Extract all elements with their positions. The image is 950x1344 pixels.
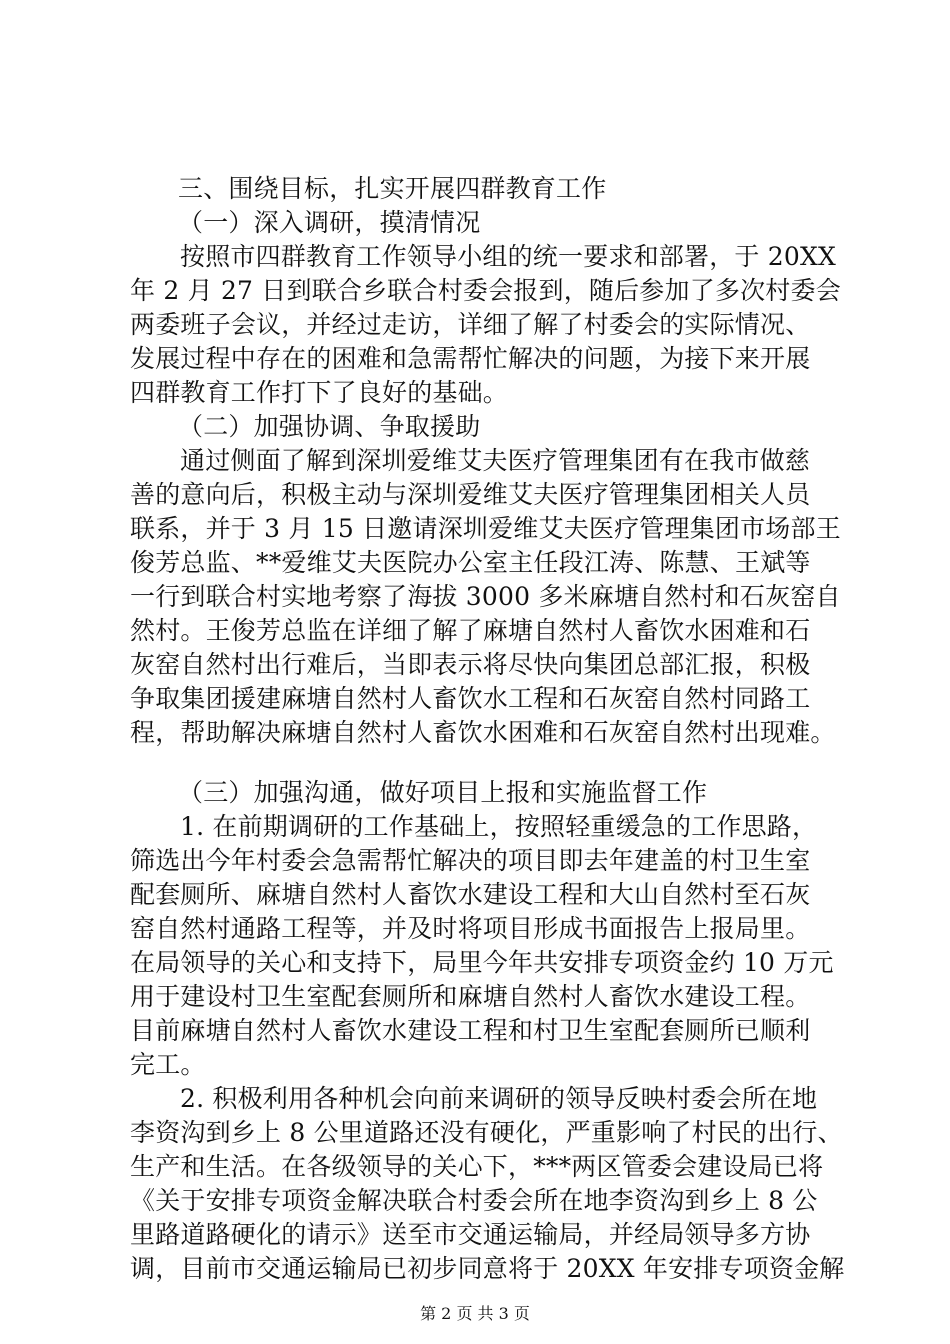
paragraph-line: 善的意向后，积极主动与深圳爱维艾夫医疗管理集团相关人员 [130, 480, 811, 509]
paragraph-line: 里路道路硬化的请示》送至市交通运输局，并经局领导多方协 [130, 1220, 811, 1249]
paragraph-line: 争取集团援建麻塘自然村人畜饮水工程和石灰窑自然村同路工 [130, 684, 811, 713]
paragraph-line: 按照市四群教育工作领导小组的统一要求和部署，于 20XX [180, 242, 836, 271]
paragraph-line: 《关于安排专项资金解决联合村委会所在地李资沟到乡上 8 公 [130, 1186, 818, 1215]
paragraph-line: 年 2 月 27 日到联合乡联合村委会报到，随后参加了多次村委会 [130, 276, 841, 305]
paragraph-line: 窑自然村通路工程等，并及时将项目形成书面报告上报局里。 [130, 914, 811, 943]
paragraph-line: 灰窑自然村出行难后，当即表示将尽快向集团总部汇报，积极 [130, 650, 811, 679]
paragraph-line: 调，目前市交通运输局已初步同意将于 20XX 年安排专项资金解 [130, 1254, 845, 1283]
paragraph-line: 用于建设村卫生室配套厕所和麻塘自然村人畜饮水建设工程。 [130, 982, 811, 1011]
paragraph-line: 在局领导的关心和支持下，局里今年共安排专项资金约 10 万元 [130, 948, 834, 977]
paragraph-line: 然村。王俊芳总监在详细了解了麻塘自然村人畜饮水困难和石 [130, 616, 811, 645]
subsection-heading-1: （一）深入调研，摸清情况 [178, 208, 481, 237]
paragraph-line: 配套厕所、麻塘自然村人畜饮水建设工程和大山自然村至石灰 [130, 880, 811, 909]
paragraph-line: 发展过程中存在的困难和急需帮忙解决的问题，为接下来开展 [130, 344, 811, 373]
paragraph-line: 俊芳总监、**爱维艾夫医院办公室主任段江涛、陈慧、王斌等 [130, 548, 811, 577]
section-heading-3: 三、围绕目标，扎实开展四群教育工作 [178, 174, 607, 203]
paragraph-line: 四群教育工作打下了良好的基础。 [130, 378, 509, 407]
paragraph-line: 程，帮助解决麻塘自然村人畜饮水困难和石灰窑自然村出现难。 [130, 718, 836, 747]
paragraph-line: 联系，并于 3 月 15 日邀请深圳爱维艾夫医疗管理集团市场部王 [130, 514, 841, 543]
page-footer: 第 2 页 共 3 页 [420, 1304, 530, 1323]
paragraph-line: 完工。 [130, 1050, 206, 1079]
paragraph-line: 目前麻塘自然村人畜饮水建设工程和村卫生室配套厕所已顺利 [130, 1016, 811, 1045]
paragraph-line: 2. 积极利用各种机会向前来调研的领导反映村委会所在地 [180, 1084, 818, 1113]
paragraph-line: 1. 在前期调研的工作基础上，按照轻重缓急的工作思路， [180, 812, 818, 841]
paragraph-line: 两委班子会议，并经过走访，详细了解了村委会的实际情况、 [130, 310, 811, 339]
subsection-heading-3: （三）加强沟通，做好项目上报和实施监督工作 [178, 778, 708, 807]
paragraph-line: 生产和生活。在各级领导的关心下，***两区管委会建设局已将 [130, 1152, 824, 1181]
paragraph-line: 通过侧面了解到深圳爱维艾夫医疗管理集团有在我市做慈 [180, 446, 811, 475]
paragraph-line: 一行到联合村实地考察了海拔 3000 多米麻塘自然村和石灰窑自 [130, 582, 841, 611]
paragraph-line: 李资沟到乡上 8 公里道路还没有硬化，严重影响了村民的出行、 [130, 1118, 843, 1147]
subsection-heading-2: （二）加强协调、争取援助 [178, 412, 481, 441]
paragraph-line: 筛选出今年村委会急需帮忙解决的项目即去年建盖的村卫生室 [130, 846, 811, 875]
